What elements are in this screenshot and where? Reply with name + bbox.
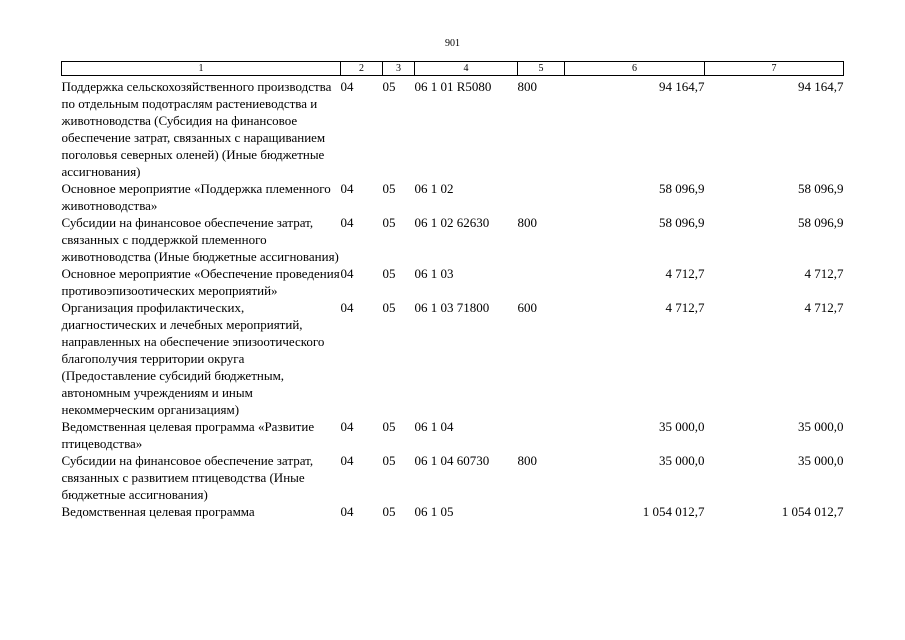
amount-col6: 4 712,7	[665, 266, 705, 281]
amount-col7: 35 000,0	[798, 419, 844, 434]
expense-type-code: 800	[517, 215, 537, 230]
column-number-row	[62, 62, 844, 76]
expense-type-code: 600	[517, 300, 537, 315]
item-name: Основное мероприятие «Поддержка племенного животноводства»	[61, 181, 331, 213]
amount-col7: 35 000,0	[798, 453, 844, 468]
column-header: 6	[565, 62, 705, 76]
table-row	[62, 418, 844, 452]
section-code: 04	[340, 215, 354, 230]
table-row	[62, 299, 844, 418]
subsection-code: 05	[382, 300, 396, 315]
amount-col7: 4 712,7	[804, 266, 844, 281]
expense-type-code	[518, 418, 565, 452]
target-article-code: 06 1 02	[414, 181, 454, 196]
expense-type-code: 800	[517, 453, 537, 468]
amount-col6: 4 712,7	[665, 300, 705, 315]
target-article-code: 06 1 03 71800	[414, 300, 490, 315]
target-article-code: 06 1 01 R5080	[414, 79, 492, 94]
amount-col7: 58 096,9	[798, 215, 844, 230]
subsection-code: 05	[382, 453, 396, 468]
amount-col6: 58 096,9	[659, 215, 705, 230]
item-name: Субсидии на финансовое обеспечение затрат, связанных с поддержкой племенного животноводства (Иные бюджетные ассигнования)	[61, 215, 339, 264]
amount-col6: 35 000,0	[659, 453, 705, 468]
section-code: 04	[340, 453, 354, 468]
subsection-code: 05	[382, 181, 396, 196]
subsection-code: 05	[382, 504, 396, 519]
amount-col6: 35 000,0	[659, 419, 705, 434]
target-article-code: 06 1 05	[414, 504, 454, 519]
item-name: Основное мероприятие «Обеспечение проведения противоэпизоотических мероприятий»	[61, 266, 340, 298]
expense-type-code	[518, 180, 565, 214]
amount-col7: 4 712,7	[804, 300, 844, 315]
section-code: 04	[340, 181, 354, 196]
section-code: 04	[340, 79, 354, 94]
table-row	[62, 180, 844, 214]
amount-col6: 1 054 012,7	[642, 504, 705, 519]
column-header: 4	[415, 62, 518, 76]
table-row	[62, 503, 844, 520]
subsection-code: 05	[382, 266, 396, 281]
amount-col6: 58 096,9	[659, 181, 705, 196]
amount-col7: 58 096,9	[798, 181, 844, 196]
section-code: 04	[340, 300, 354, 315]
amount-col7: 94 164,7	[798, 79, 844, 94]
subsection-code: 05	[382, 79, 396, 94]
page-number: 901	[445, 38, 460, 49]
table-row	[62, 452, 844, 503]
item-name: Поддержка сельскохозяйственного производства по отдельным подотраслям растениеводства и животноводства (Субсидия на финансовое обеспечение затрат, связанных с наращиванием поголовья северных оленей) (Иные бюджетные ассигнования)	[61, 79, 332, 179]
expense-type-code: 800	[517, 79, 537, 94]
amount-col7: 1 054 012,7	[781, 504, 844, 519]
subsection-code: 05	[382, 215, 396, 230]
table-row	[62, 214, 844, 265]
item-name: Организация профилактических, диагностических и лечебных мероприятий, направленных на обеспечение эпизоотического благополучия территории округа (Предоставление субсидий бюджетным, автономным учреждениям и иным некоммерческим организациям)	[61, 300, 325, 417]
table-row	[62, 76, 844, 181]
column-header: 1	[62, 62, 341, 76]
amount-col6: 94 164,7	[659, 79, 705, 94]
item-name: Ведомственная целевая программа	[61, 504, 255, 519]
target-article-code: 06 1 02 62630	[414, 215, 490, 230]
column-header: 3	[383, 62, 415, 76]
subsection-code: 05	[382, 419, 396, 434]
budget-table	[61, 61, 844, 520]
target-article-code: 06 1 04	[414, 419, 454, 434]
item-name: Ведомственная целевая программа «Развитие птицеводства»	[61, 419, 315, 451]
column-header: 7	[705, 62, 844, 76]
target-article-code: 06 1 04 60730	[414, 453, 490, 468]
table-row	[62, 265, 844, 299]
item-name: Субсидии на финансовое обеспечение затрат, связанных с развитием птицеводства (Иные бюджетные ассигнования)	[61, 453, 314, 502]
section-code: 04	[340, 266, 354, 281]
section-code: 04	[340, 419, 354, 434]
section-code: 04	[340, 504, 354, 519]
column-header: 5	[518, 62, 565, 76]
column-header: 2	[341, 62, 383, 76]
expense-type-code	[518, 503, 565, 520]
target-article-code: 06 1 03	[414, 266, 454, 281]
expense-type-code	[518, 265, 565, 299]
